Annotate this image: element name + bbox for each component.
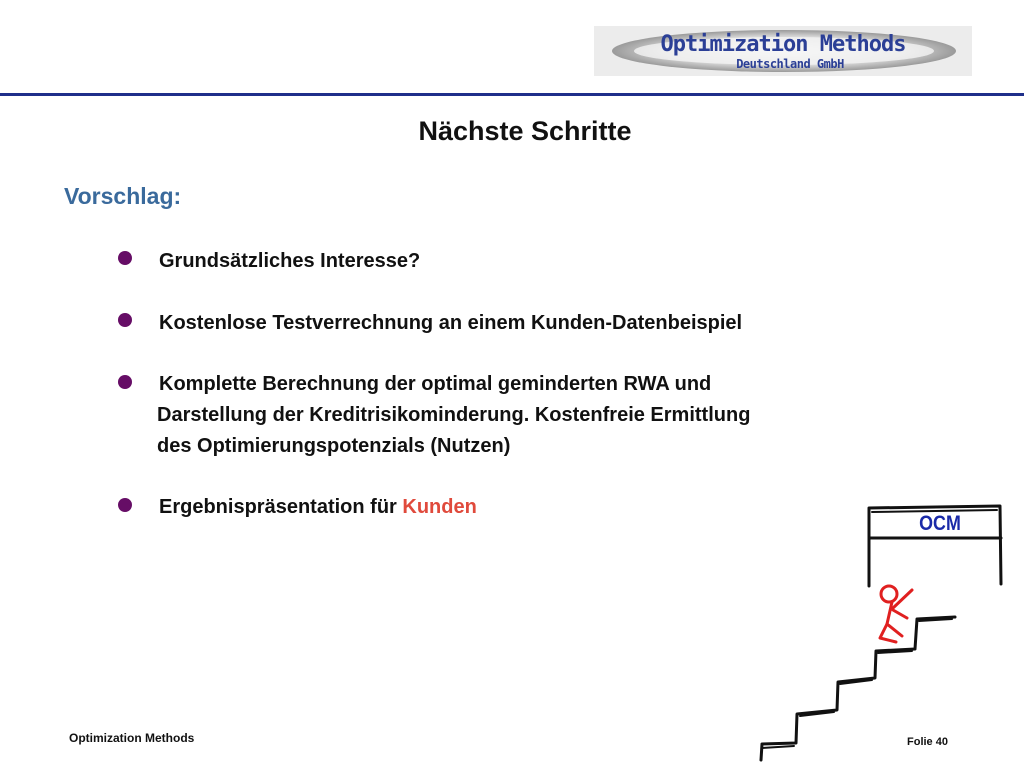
list-item bbox=[159, 369, 750, 462]
company-logo bbox=[594, 26, 972, 76]
logo-title: Optimization Methods bbox=[660, 32, 906, 57]
footer-company: Optimization Methods bbox=[69, 731, 195, 745]
list-item bbox=[159, 492, 477, 523]
section-label: Vorschlag: bbox=[64, 183, 182, 209]
list-item bbox=[159, 308, 742, 339]
climber-figure bbox=[880, 586, 912, 642]
bullet-icon bbox=[118, 498, 132, 512]
logo-subtitle: Deutschland GmbH bbox=[736, 57, 844, 71]
header-divider bbox=[0, 93, 1024, 96]
staircase-illustration bbox=[752, 498, 1012, 763]
bullet-icon bbox=[118, 313, 132, 327]
list-item-text-line: des Optimierungspotenzials (Nutzen) bbox=[157, 435, 511, 457]
goal-label: OCM bbox=[919, 512, 961, 535]
bullet-icon bbox=[118, 375, 132, 389]
highlight-text: Kunden bbox=[402, 496, 477, 518]
list-item-text-line: Komplette Berechnung der optimal geminderten RWA und bbox=[159, 373, 712, 395]
list-item-text: Grundsätzliches Interesse? bbox=[159, 250, 421, 272]
list-item bbox=[159, 246, 420, 277]
list-item-text: Ergebnispräsentation für bbox=[159, 496, 397, 518]
bullet-icon bbox=[118, 251, 132, 265]
page-number: Folie 40 bbox=[907, 736, 948, 748]
slide-title: Nächste Schritte bbox=[418, 116, 632, 146]
list-item-text: Kostenlose Testverrechnung an einem Kunden-Datenbeispiel bbox=[159, 312, 743, 334]
list-item-text-line: Darstellung der Kreditrisikominderung. Kostenfreie Ermittlung bbox=[157, 404, 751, 426]
